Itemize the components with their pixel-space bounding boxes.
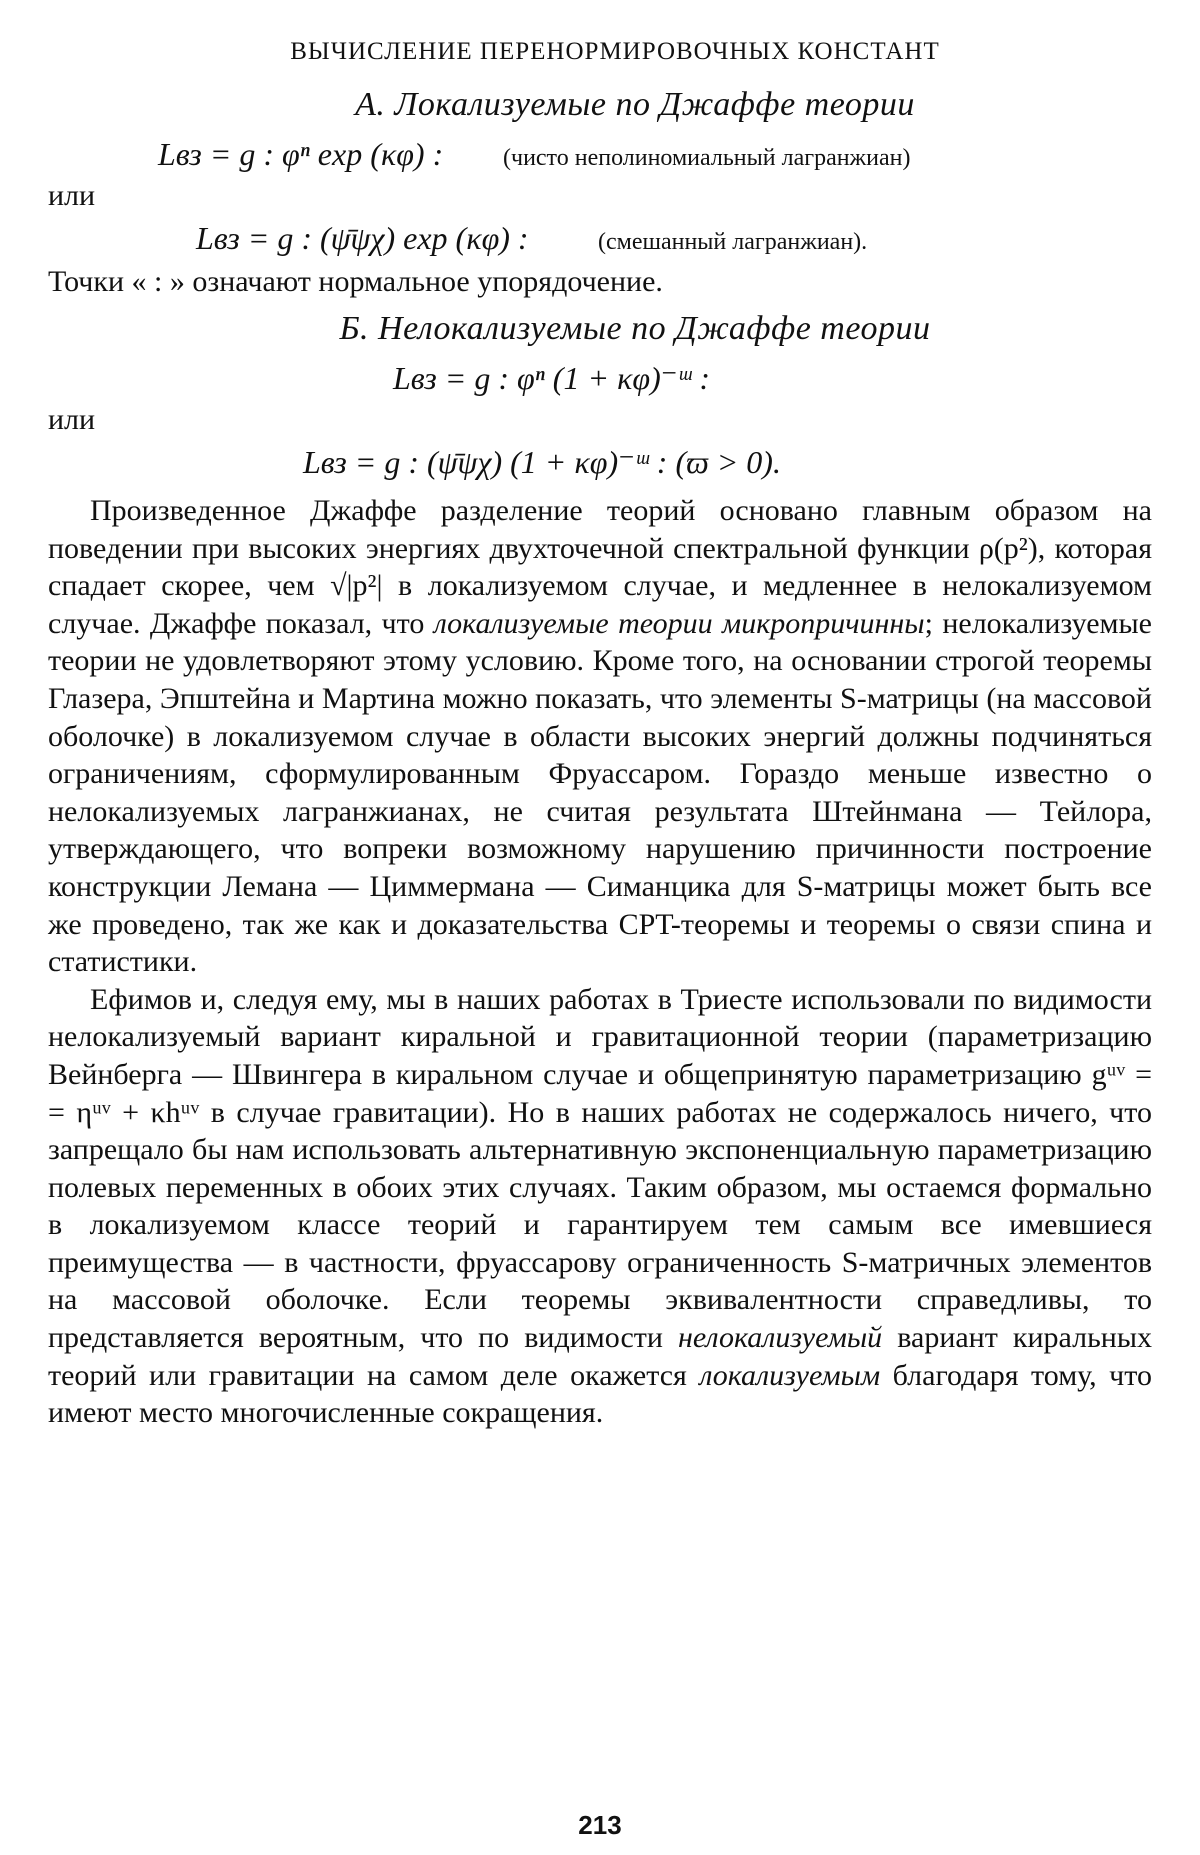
paragraph-1-italic-1: локализуемые теории микропричинны <box>433 606 925 640</box>
section-a-or: или <box>48 179 96 212</box>
section-a-formula-2-note: (смешанный лагранжиан). <box>598 229 868 255</box>
book-page <box>48 30 1152 1840</box>
section-a-formula-2: Lвз = g : (ψ̄ψχ) exp (κφ) : <box>196 220 529 256</box>
paragraph-2-italic-1: нелокализуемый <box>678 1321 883 1355</box>
section-b-formula-2: Lвз = g : (ψ̄ψχ) (1 + κφ)⁻ᵚ : (ϖ > 0). <box>303 444 781 480</box>
paragraph-2-italic-2: локализуемым <box>699 1358 881 1392</box>
running-head: ВЫЧИСЛЕНИЕ ПЕРЕНОРМИРОВОЧНЫХ КОНСТАНТ <box>290 38 940 65</box>
section-b-formula-2-line <box>48 440 1152 484</box>
section-a-title: А. Локализуемые по Джаффе теории <box>355 86 915 123</box>
paragraph-1 <box>48 492 1152 981</box>
section-a-formula-1-line <box>48 132 1152 176</box>
section-b-title: Б. Нелокализуемые по Джаффе теории <box>339 310 931 347</box>
section-a-formula-1-note: (чисто неполиномиальный лагранжиан) <box>503 145 911 171</box>
section-a-formula-1: Lвз = g : φⁿ exp (κφ) : <box>158 136 444 172</box>
paragraph-2-text-1: Ефимов и, следуя ему, мы в наших работах в Триесте использовали по видимости нелокализуемый вариант киральной и гравитационной теории (параметризацию Вейнберга — Швингера в киральном случае и общепринятую параметризацию gᵘᵛ = = ηᵘᵛ + κhᵘᵛ в случае гравитации). Но в наших работах не содержалось ничего, что запрещало бы нам использовать альтернативную экспоненциальную параметризацию полевых переменных в обоих этих случаях. Таким образом, мы остаемся формально в локализуемом классе теорий и гарантируем тем самым все имевшиеся преимущества — в частности, фруассарову ограниченность S-матричных элементов на массовой оболочке. Если теоремы эквивалентности справедливы, то представляется вероятным, что по видимости <box>48 982 1152 1355</box>
section-b-formula-1-line <box>48 356 1152 400</box>
paragraph-2-text-3: благодаря тому, что имеют место многочисленные сокращения. <box>48 1358 1152 1430</box>
page-number: 213 <box>578 1810 622 1840</box>
section-b-formula-1: Lвз = g : φⁿ (1 + κφ)⁻ᵚ : <box>393 360 711 396</box>
section-a-formula-2-line <box>48 216 1152 260</box>
normal-ordering-note: Точки « : » означают нормальное упорядочение. <box>48 265 663 298</box>
paragraph-1-text-1: Произведенное Джаффе разделение теорий основано главным образом на поведении при высоких энергиях двухточечной спектральной функции ρ(p²), которая спадает скорее, чем √|p²| в локализуемом случае, и медленнее в нелокализуемом случае. Джаффе показал, что <box>48 494 1152 640</box>
section-b-or: или <box>48 403 96 436</box>
paragraph-1-text-2: ; нелокализуемые теории не удовлетворяют этому условию. Кроме того, на основании строгой теоремы Глазера, Эпштейна и Мартина можно показать, что элементы S-матрицы (на массовой оболочке) в локализуемом случае в области высоких энергий должны подчиняться ограничениям, сформулированным Фруассаром. Гораздо меньше известно о нелокализуемых лагранжианах, не считая результата Штейнмана — Тейлора, утверждающего, что вопреки возможному нарушению причинности построение конструкции Лемана — Циммермана — Симанцика для S-матрицы может быть все же проведено, так же как и доказательства CPT-теоремы и теоремы о связи спина и статистики. <box>48 606 1152 979</box>
paragraph-2-text-2: вариант киральных теорий или гравитации на самом деле окажется <box>48 1321 1152 1392</box>
paragraph-2 <box>48 981 1152 1432</box>
